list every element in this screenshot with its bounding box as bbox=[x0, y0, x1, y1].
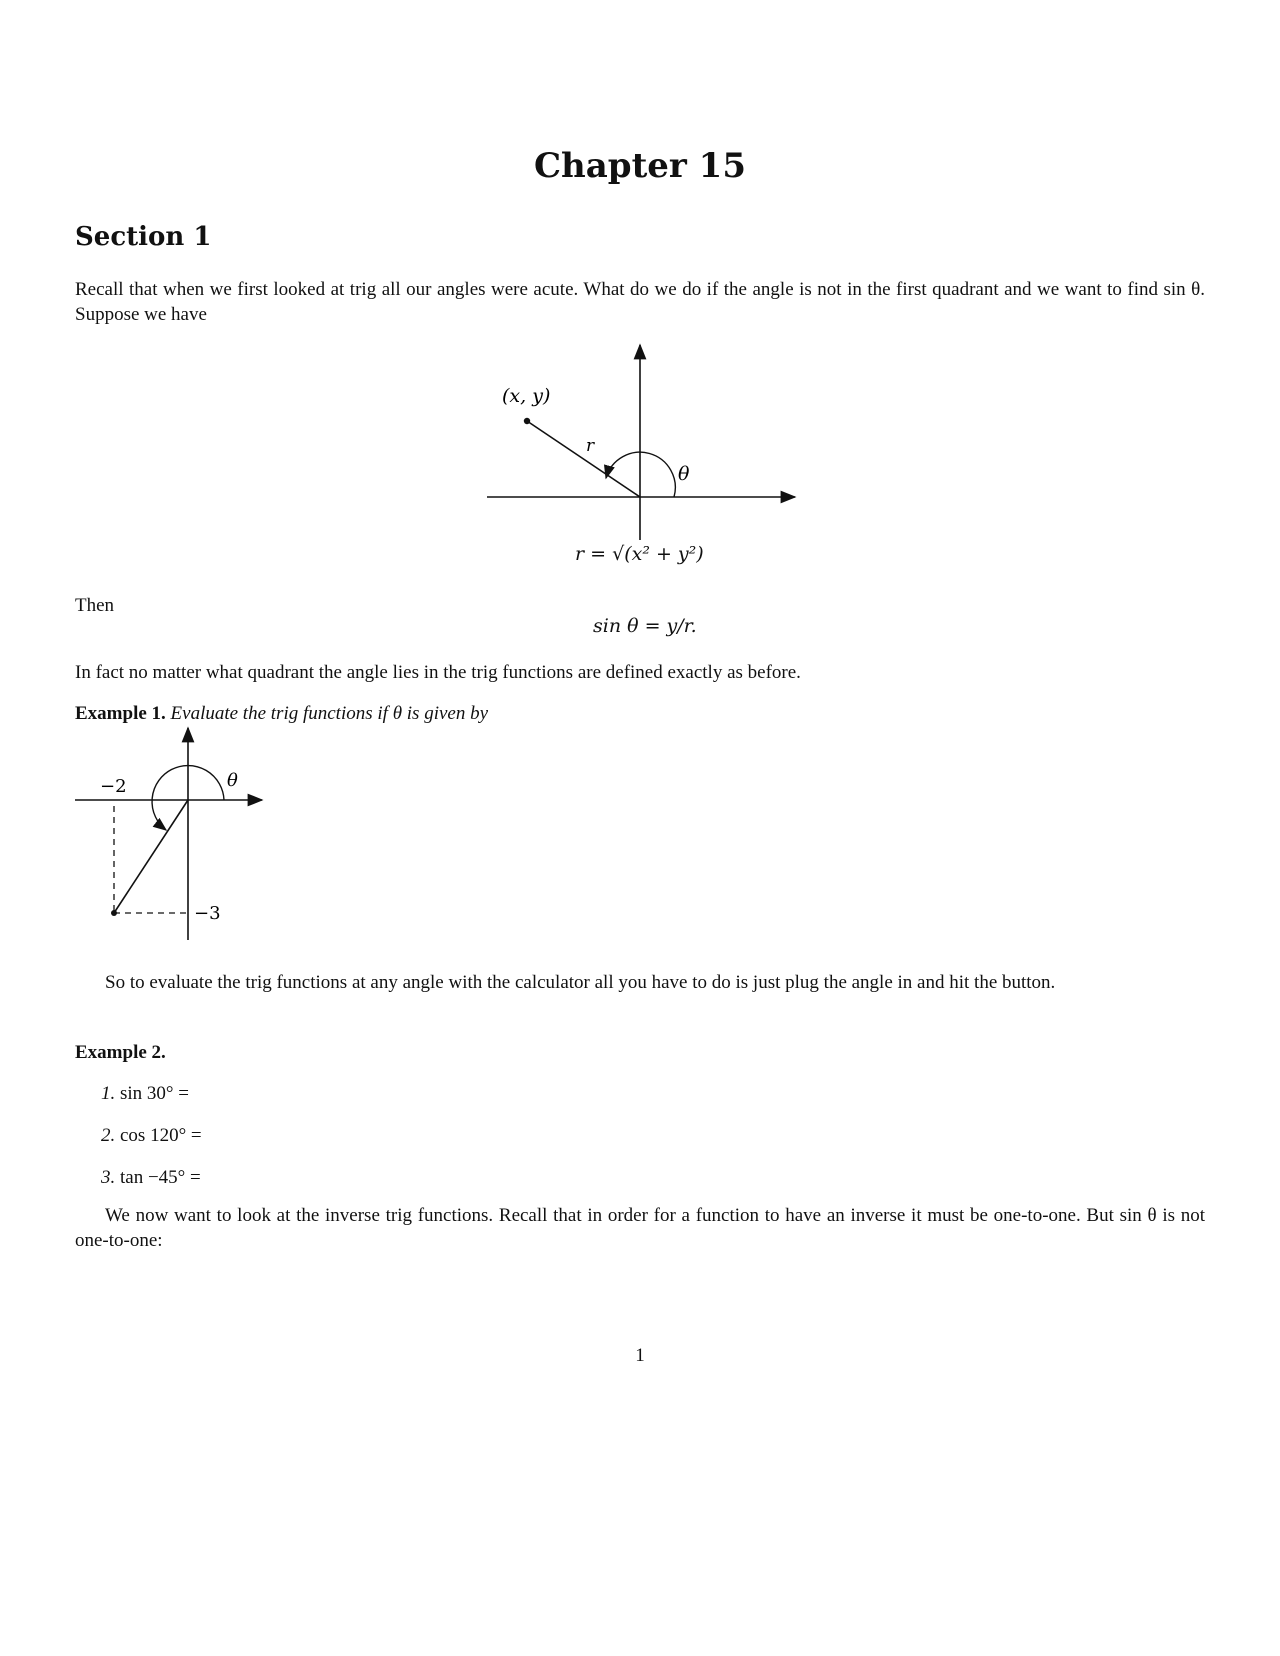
chapter-title: Chapter 15 bbox=[534, 146, 746, 186]
fact-paragraph: In fact no matter what quadrant the angle lies in the trig functions are defined exactly as before. bbox=[75, 662, 801, 683]
angle-label: θ bbox=[678, 463, 690, 485]
example-1-label: Example 1. bbox=[75, 703, 166, 724]
list-item-number: 3. bbox=[101, 1167, 116, 1188]
list-item-number: 2. bbox=[101, 1125, 116, 1146]
example-2-label: Example 2. bbox=[75, 1042, 166, 1063]
example-2-list bbox=[101, 1081, 202, 1207]
list-item bbox=[101, 1081, 202, 1123]
point-dot bbox=[524, 418, 530, 424]
terminal-side bbox=[114, 800, 188, 913]
section-title: Section 1 bbox=[75, 222, 212, 252]
list-item bbox=[101, 1165, 202, 1207]
list-item-expr: cos 120° = bbox=[120, 1125, 202, 1146]
angle-label: θ bbox=[227, 770, 238, 791]
example-1-text: Evaluate the trig functions if θ is given by bbox=[170, 703, 489, 724]
inverse-paragraph: We now want to look at the inverse trig functions. Recall that in order for a function to have an inverse it must be one-to-one. But sin θ is not one-to-one: bbox=[75, 1205, 1205, 1251]
list-item bbox=[101, 1123, 202, 1165]
list-item-expr: tan −45° = bbox=[120, 1167, 201, 1188]
calculator-paragraph: So to evaluate the trig functions at any angle with the calculator all you have to do is just plug the angle in and hit the button. bbox=[105, 972, 1056, 993]
y-label: −3 bbox=[194, 903, 221, 924]
intro-paragraph: Recall that when we first looked at trig all our angles were acute. What do we do if the angle is not in the first quadrant and we want to find sin θ. Suppose we have bbox=[75, 279, 1205, 325]
point-label: (x, y) bbox=[502, 385, 551, 407]
then-label: Then bbox=[75, 595, 115, 616]
radius-formula: r = √(x² + y²) bbox=[575, 543, 704, 565]
list-item-expr: sin 30° = bbox=[120, 1083, 189, 1104]
figure-example-angle bbox=[70, 720, 270, 950]
list-item-number: 1. bbox=[101, 1083, 116, 1104]
x-label: −2 bbox=[100, 776, 127, 797]
radius-label: r bbox=[586, 436, 595, 456]
sine-equation: sin θ = y/r. bbox=[593, 615, 697, 637]
page-number: 1 bbox=[635, 1345, 645, 1366]
radius-line bbox=[527, 421, 640, 497]
